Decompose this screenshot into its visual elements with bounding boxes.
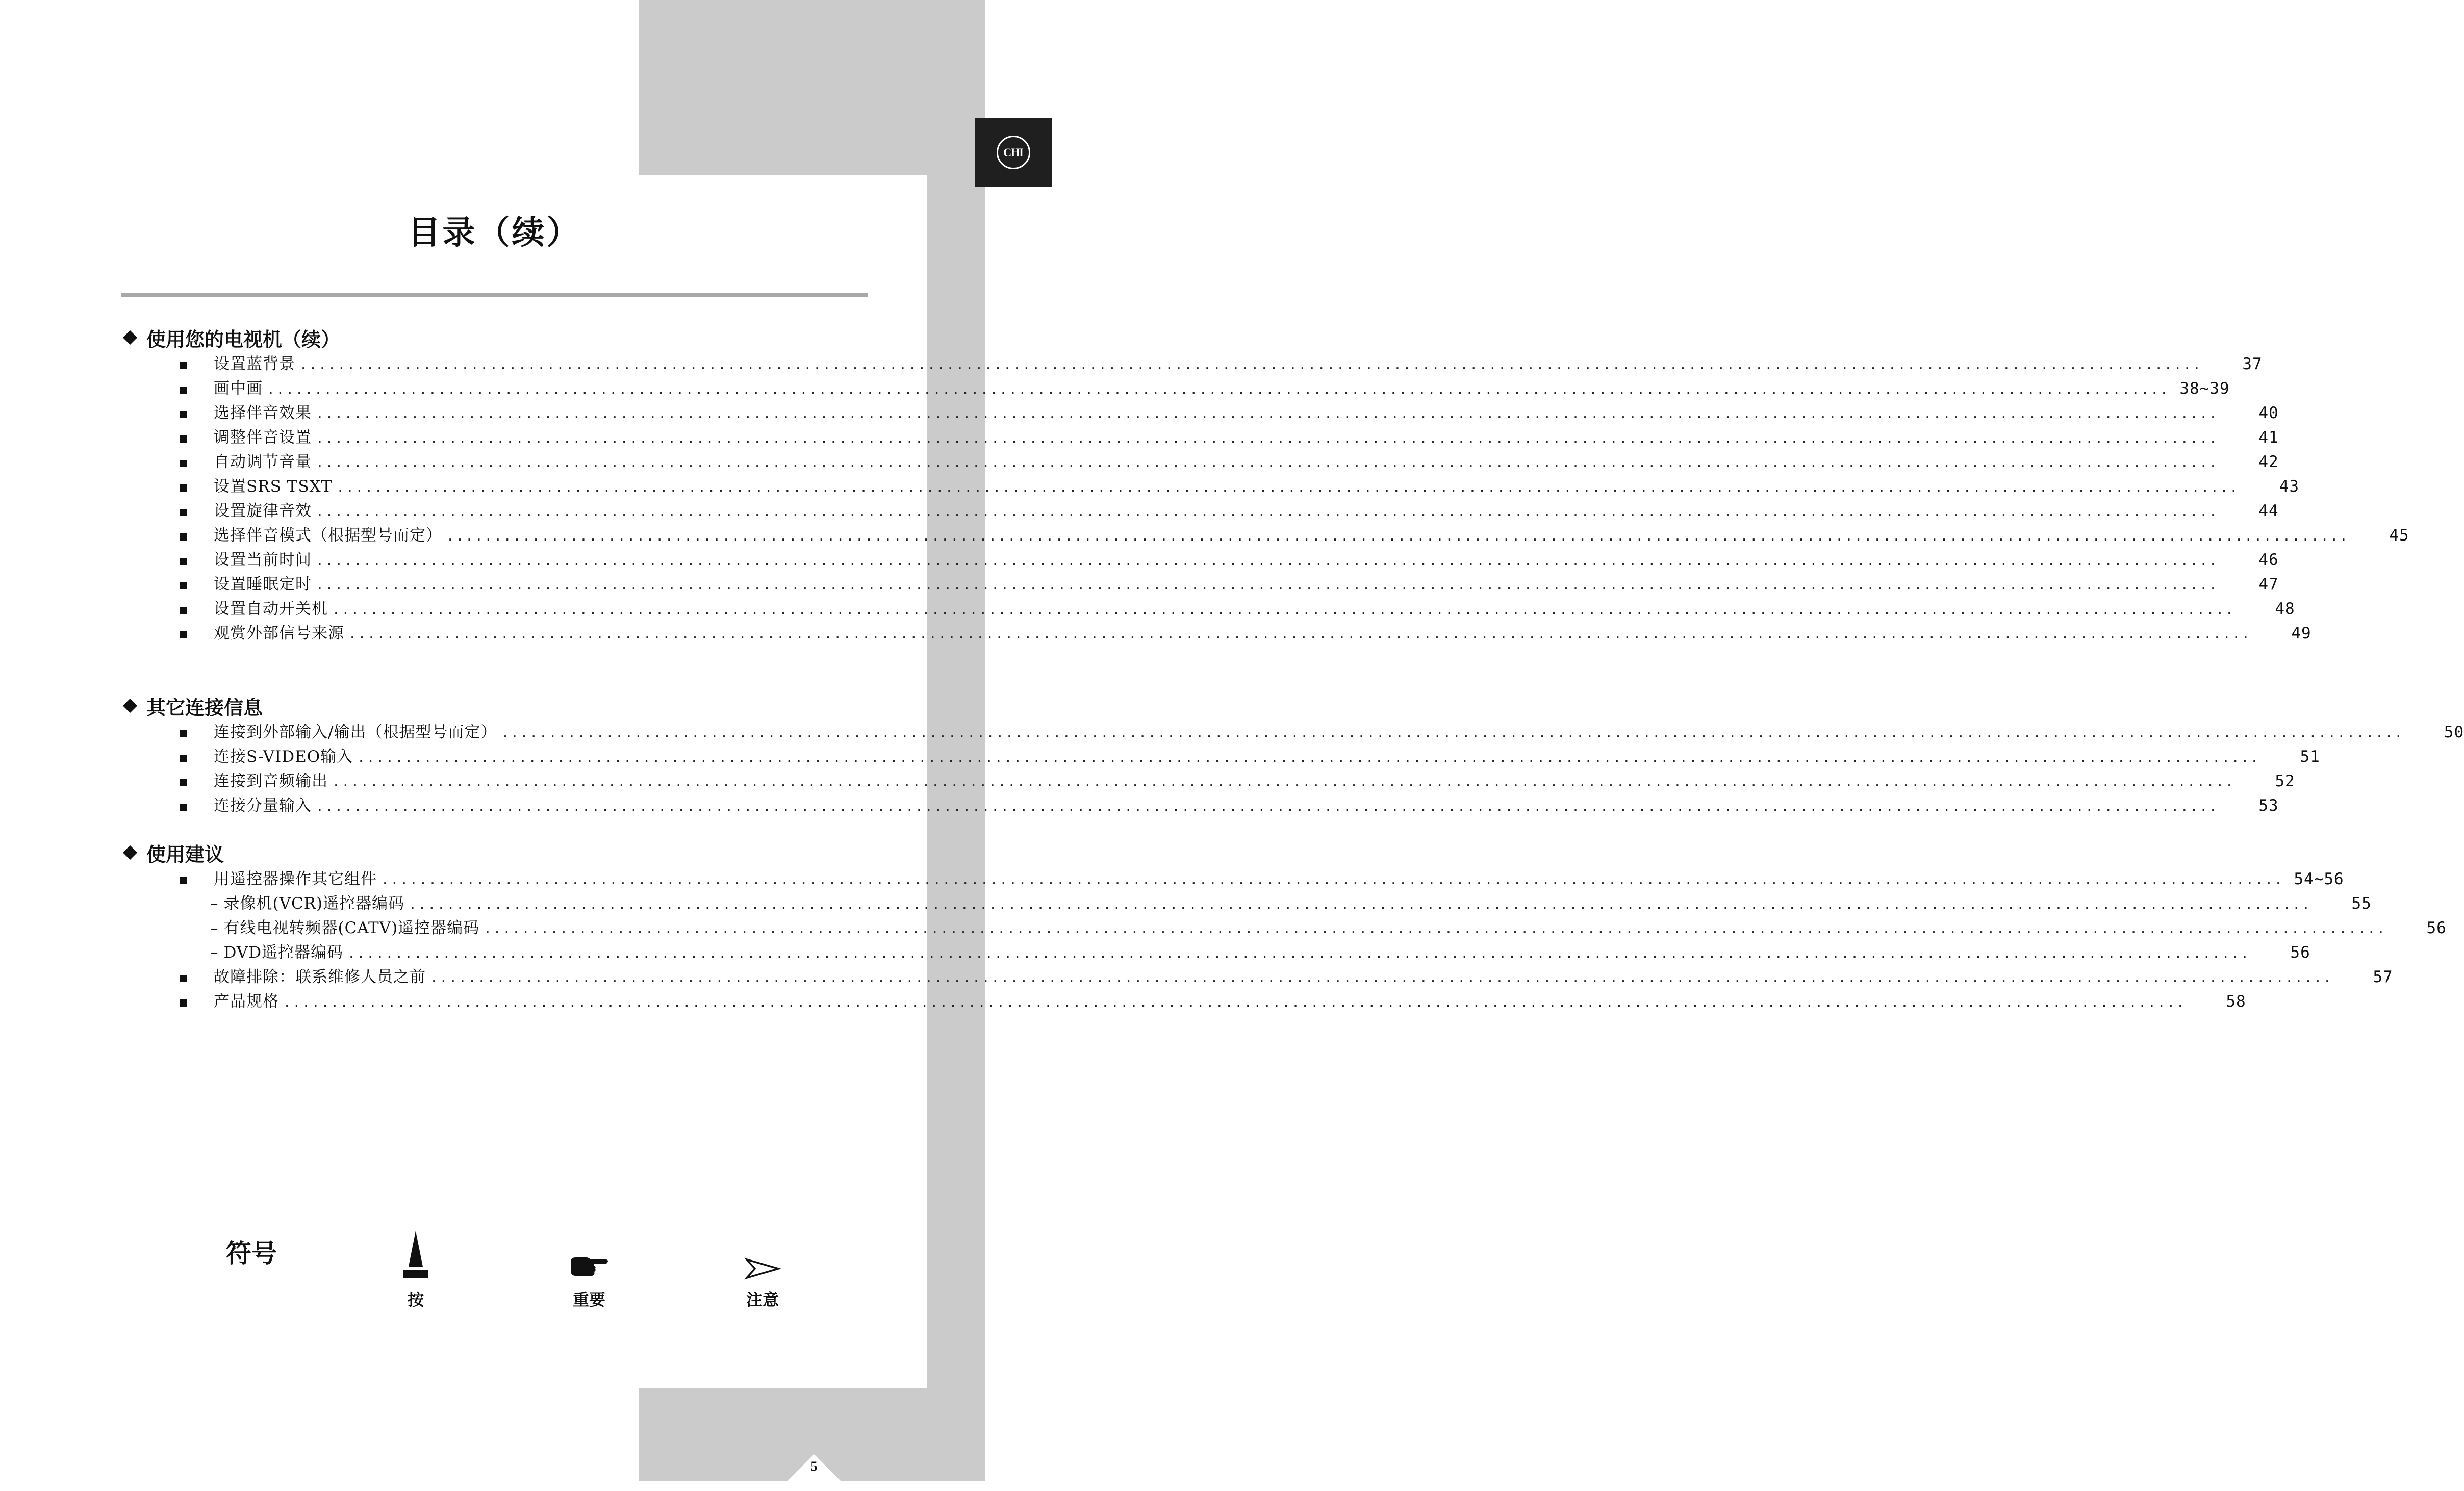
section-heading [121,838,873,867]
pointing-hand-icon [543,1224,635,1280]
entry-label: 调整伴音设置 [214,428,312,447]
entry-page: 56 [2426,919,2447,937]
note-label: 注意 [746,1290,779,1309]
toc-subentry[interactable] [121,916,2447,940]
toc-subentry[interactable] [121,891,2372,916]
dot-leader: ........................................................................................................................................................................................................ [336,480,2239,495]
entry-label: 故障排除：联系维修人员之前 [214,968,426,986]
entry-page: 46 [2258,551,2279,569]
important-label: 重要 [572,1290,605,1309]
square-bullet-icon [180,509,187,516]
toc-entry[interactable] [121,499,2279,523]
square-bullet-icon [180,999,187,1007]
dot-leader: ........................................................................................................................................................................................................ [316,799,2219,814]
section-heading [121,691,873,720]
entry-label: DVD遥控器编码 [223,943,344,962]
entry-page: 38~39 [2179,379,2230,398]
dot-leader: ........................................................................................................................................................................................................ [357,750,2260,765]
square-bullet-icon [180,460,187,467]
dot-leader: ........................................................................................................................................................................................................ [316,431,2219,446]
entry-page: 44 [2258,502,2279,520]
section-heading-text: 使用建议 [146,842,224,866]
entry-page: 54~56 [2294,870,2344,888]
toc-entry[interactable] [121,352,2263,376]
toc-entry[interactable] [121,401,2279,425]
entry-page: 48 [2275,600,2295,618]
entry-label: 连接S-VIDEO输入 [214,748,353,766]
dot-leader: ........................................................................................................................................................................................................ [267,382,2170,397]
toc-subentry[interactable] [121,940,2310,965]
entry-label: 设置自动开关机 [214,600,328,618]
language-tab [975,118,1052,187]
square-bullet-icon [180,558,187,565]
toc-entry[interactable] [121,425,2279,450]
title-divider [121,293,868,297]
dot-leader: ........................................................................................................................................................................................................ [347,946,2250,961]
entry-label: 连接到外部输入/输出（根据型号而定） [214,723,497,741]
dot-leader: ........................................................................................................................................................................................................ [316,578,2219,593]
section-heading [121,323,873,352]
entry-page: 49 [2291,624,2311,642]
toc-entry[interactable] [121,989,2246,1014]
square-bullet-icon [180,755,187,762]
dot-leader: ........................................................................................................................................................................................................ [348,627,2251,642]
dot-leader: ........................................................................................................................................................................................................ [381,872,2284,888]
header-gray-band [639,0,985,175]
dot-leader: ........................................................................................................................................................................................................ [316,553,2219,569]
page-title: 目录（续） [408,214,581,252]
dot-leader: ........................................................................................................................................................................................................ [501,726,2404,741]
toc-entry[interactable] [121,523,2409,548]
entry-label: 录像机(VCR)遥控器编码 [223,894,405,913]
square-bullet-icon [180,582,187,589]
square-bullet-icon [180,533,187,541]
toc-entry[interactable] [121,867,2344,891]
entry-page: 45 [2389,526,2409,545]
entry-label: 自动调节音量 [214,453,312,471]
toc-section-using-tv [121,323,2409,646]
square-bullet-icon [180,730,187,737]
entry-page: 55 [2351,894,2372,913]
square-bullet-icon [180,411,187,418]
square-bullet-icon [180,779,187,786]
dot-leader: ........................................................................................................................................................................................................ [430,970,2333,986]
diamond-bullet-icon [123,699,137,713]
toc-entry[interactable] [121,548,2279,572]
press-label: 按 [407,1290,424,1309]
entry-page: 57 [2373,968,2393,986]
toc-entry[interactable] [121,720,2464,744]
entry-label: 有线电视转频器(CATV)遥控器编码 [223,919,480,937]
entry-page: 43 [2279,477,2299,496]
square-bullet-icon [180,387,187,394]
entry-label: 选择伴音模式（根据型号而定） [214,526,442,545]
entry-page: 53 [2258,796,2279,815]
entry-page: 41 [2258,428,2279,447]
square-bullet-icon [180,877,187,884]
toc-entry[interactable] [121,597,2295,621]
symbol-press [370,1224,462,1310]
sub-dash: – [210,919,219,937]
dot-leader: ........................................................................................................................................................................................................ [484,921,2386,937]
entry-label: 设置SRS TSXT [214,477,333,496]
dot-leader: ........................................................................................................................................................................................................ [283,995,2186,1010]
entry-page: 51 [2300,748,2320,766]
entry-page: 58 [2226,992,2246,1011]
dot-leader: ........................................................................................................................................................................................................ [332,602,2235,618]
symbol-important [543,1224,635,1310]
toc-section-other-connections [121,691,2464,818]
square-bullet-icon [180,631,187,638]
entry-label: 选择伴音效果 [214,404,312,422]
dot-leader: ........................................................................................................................................................................................................ [316,455,2219,471]
section-heading-text: 使用您的电视机（续） [146,327,341,351]
entry-page: 47 [2258,575,2279,594]
dot-leader: ........................................................................................................................................................................................................ [316,406,2219,422]
symbols-title: 符号 [226,1238,277,1268]
press-icon [370,1224,462,1280]
square-bullet-icon [180,607,187,614]
entry-label: 连接分量输入 [214,796,312,815]
arrowhead-icon [717,1224,808,1280]
dot-leader: ........................................................................................................................................................................................................ [332,775,2235,790]
square-bullet-icon [180,804,187,811]
square-bullet-icon [180,975,187,982]
toc-entry[interactable] [121,965,2393,989]
symbols-legend [0,1224,927,1326]
entry-page: 56 [2290,943,2310,962]
toc-entry[interactable] [121,621,2311,646]
entry-page: 42 [2258,453,2279,471]
square-bullet-icon [180,435,187,443]
square-bullet-icon [180,484,187,492]
page-number: 5 [810,1459,818,1474]
dot-leader: ........................................................................................................................................................................................................ [299,357,2202,373]
entry-label: 用遥控器操作其它组件 [214,870,377,888]
toc-entry[interactable] [121,450,2279,474]
toc-entry[interactable] [121,769,2295,793]
entry-page: 37 [2242,355,2263,373]
diamond-bullet-icon [123,330,137,345]
entry-page: 50 [2444,723,2464,741]
dot-leader: ........................................................................................................................................................................................................ [409,897,2311,912]
entry-label: 设置蓝背景 [214,355,295,373]
toc-entry[interactable] [121,474,2299,499]
symbol-note [717,1224,808,1310]
entry-label: 设置睡眠定时 [214,575,312,594]
toc-entry[interactable] [121,376,2230,401]
entry-label: 设置旋律音效 [214,502,312,520]
square-bullet-icon [180,362,187,369]
sub-dash: – [210,894,219,913]
entry-label: 观赏外部信号来源 [214,624,344,642]
language-badge: CHI [997,136,1030,169]
entry-label: 设置当前时间 [214,551,312,569]
dot-leader: ........................................................................................................................................................................................................ [316,504,2219,520]
toc-entry[interactable] [121,744,2320,769]
toc-entry[interactable] [121,572,2279,597]
diamond-bullet-icon [123,845,137,860]
entry-label: 产品规格 [214,992,279,1011]
dot-leader: ........................................................................................................................................................................................................ [446,529,2349,544]
section-heading-text: 其它连接信息 [146,696,263,719]
entry-label: 连接到音频输出 [214,772,328,790]
sub-dash: – [210,943,219,962]
toc-section-usage-tips [121,838,2447,1014]
entry-page: 40 [2258,404,2279,422]
entry-page: 52 [2275,772,2295,790]
entry-label: 画中画 [214,379,263,398]
toc-entry[interactable] [121,793,2279,818]
